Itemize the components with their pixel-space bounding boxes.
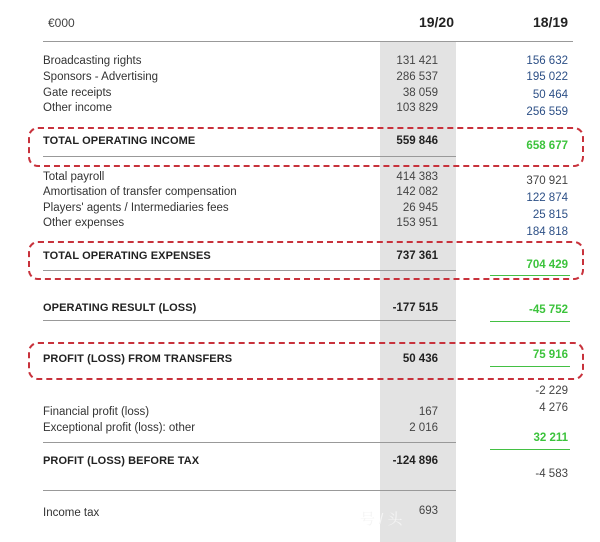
financial-underline: [43, 442, 456, 443]
value-18-19: -2 229: [535, 385, 568, 397]
value-19-20: 131 421: [396, 55, 438, 67]
total-underline: [43, 156, 456, 157]
row-label: Sponsors - Advertising: [43, 71, 159, 83]
row-label: Other income: [43, 102, 113, 114]
pbt-underline: [43, 490, 456, 491]
row-label: Broadcasting rights: [43, 55, 142, 67]
total-value-19-20: 559 846: [396, 135, 438, 147]
result-underline: [43, 320, 456, 321]
column-header-19-20: 19/20: [418, 14, 454, 30]
header-divider: [43, 41, 573, 42]
total-value-18-19: 658 677: [526, 140, 568, 152]
value-18-19: 156 632: [526, 55, 568, 67]
watermark: 号 / 头: [360, 511, 403, 528]
row-label: Total payroll: [43, 171, 105, 183]
total-label: TOTAL OPERATING INCOME: [43, 135, 196, 147]
green-underline: [490, 275, 570, 276]
value-19-20: 414 383: [396, 171, 438, 183]
row-label: Financial profit (loss): [43, 406, 150, 418]
total-underline: [43, 270, 456, 271]
value-19-20: 38 059: [402, 87, 438, 99]
value-19-20: 693: [418, 505, 438, 517]
value-19-20: 103 829: [396, 102, 438, 114]
value-18-19: 370 921: [526, 175, 568, 187]
total-value-19-20: 737 361: [396, 250, 438, 262]
value-19-20: 153 951: [396, 217, 438, 229]
result-value-18-19: -45 752: [528, 304, 568, 316]
result-value-19-20: -177 515: [392, 302, 438, 314]
unit-label: €000: [48, 16, 75, 30]
subtotal-value-18-19: 32 211: [533, 432, 568, 444]
value-18-19: 184 818: [526, 226, 568, 238]
value-18-19: 256 559: [526, 106, 568, 118]
row-label: Exceptional profit (loss): other: [43, 422, 196, 434]
value-19-20: 2 016: [409, 422, 438, 434]
total-value-18-19: 704 429: [526, 259, 568, 271]
transfers-value-18-19: 75 916: [532, 349, 568, 361]
total-label: TOTAL OPERATING EXPENSES: [43, 250, 211, 262]
value-19-20: 286 537: [396, 71, 438, 83]
value-18-19: 122 874: [526, 192, 568, 204]
pbt-value-18-19: -4 583: [535, 468, 568, 480]
pbt-label: PROFIT (LOSS) BEFORE TAX: [43, 455, 200, 467]
transfers-label: PROFIT (LOSS) FROM TRANSFERS: [43, 353, 233, 365]
value-19-20: 142 082: [396, 186, 438, 198]
value-18-19: 195 022: [526, 71, 568, 83]
result-label: OPERATING RESULT (LOSS): [43, 302, 197, 314]
value-18-19: 25 815: [532, 209, 568, 221]
row-label: Other expenses: [43, 217, 125, 229]
row-label: Gate receipts: [43, 87, 112, 99]
green-underline: [490, 366, 570, 367]
column-header-18-19: 18/19: [532, 14, 568, 30]
transfers-value-19-20: 50 436: [402, 353, 438, 365]
green-underline: [490, 321, 570, 322]
value-19-20: 167: [418, 406, 438, 418]
current-year-column-shade: [380, 42, 456, 542]
pbt-value-19-20: -124 896: [392, 455, 438, 467]
row-label: Amortisation of transfer compensation: [43, 186, 237, 198]
value-19-20: 26 945: [402, 202, 438, 214]
value-18-19: 50 464: [532, 89, 568, 101]
row-label: Income tax: [43, 507, 100, 519]
green-underline: [490, 449, 570, 450]
row-label: Players' agents / Intermediaries fees: [43, 202, 229, 214]
value-18-19: 4 276: [539, 402, 568, 414]
